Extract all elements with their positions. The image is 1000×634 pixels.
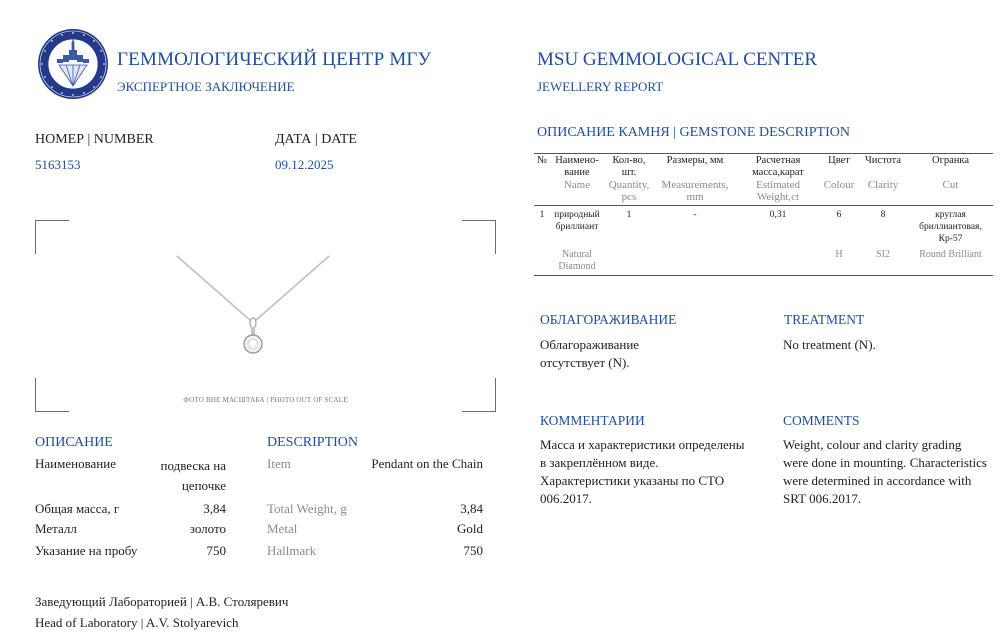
- col-number-en: [534, 179, 550, 206]
- cell-number: 1: [534, 206, 550, 246]
- cell-name-ru: природный бриллиант: [550, 206, 604, 246]
- hallmark-label-en: Hallmark: [267, 543, 317, 558]
- comments-heading-ru: КОММЕНТАРИИ: [540, 413, 645, 428]
- col-cut-en: Cut: [942, 179, 959, 191]
- photo-scale-note: ФОТО ВНЕ МАСШТАБА | PHOTO OUT OF SCALE: [183, 396, 348, 404]
- comments-text-en: Weight, colour and clarity grading were done in mounting. Characteristics were determined in accordance with SRT 006.2017.: [783, 437, 987, 506]
- center-title-en: MSU GEMMOLOGICAL CENTER: [537, 49, 818, 70]
- signature-ru: Заведующий Лабораторией | А.В. Столяревич: [35, 594, 289, 609]
- col-measurements-ru: Размеры, мм: [654, 154, 736, 180]
- col-cut-ru: Огранка: [908, 154, 993, 180]
- photo-frame-corner-top-right: [462, 220, 496, 254]
- weight-label-ru: Общая масса, г: [35, 501, 120, 516]
- treatment-heading-ru: ОБЛАГОРАЖИВАНИЕ: [540, 312, 677, 327]
- col-colour-ru: Цвет: [820, 154, 858, 180]
- gemstone-row-en: [534, 245, 993, 276]
- item-value-en: Pendant on the Chain: [371, 456, 483, 471]
- hallmark-value-en: 750: [463, 543, 483, 558]
- gemstone-header-en: [534, 179, 993, 206]
- center-title-ru: ГЕММОЛОГИЧЕСКИЙ ЦЕНТР МГУ: [117, 49, 432, 70]
- photo-frame-corner-bottom-right: [462, 378, 496, 412]
- gemstone-table: [534, 153, 993, 276]
- col-weight-en: Estimated Weight,ct: [756, 179, 800, 203]
- treatment-heading-en: TREATMENT: [784, 312, 865, 327]
- col-number: №: [534, 154, 550, 180]
- treatment-text-ru: Облагораживание отсутствует (N).: [540, 337, 640, 370]
- col-colour-en: Colour: [823, 179, 855, 191]
- cell-measurements-en: [654, 245, 736, 276]
- signature-en: Head of Laboratory | A.V. Stolyarevich: [35, 615, 239, 630]
- photo-frame-corner-bottom-left: [35, 378, 69, 412]
- item-label-en: Item: [267, 456, 291, 471]
- cell-clarity-ru: 8: [858, 206, 908, 246]
- cell-weight-en: [736, 245, 820, 276]
- gemstone-row: [534, 206, 993, 246]
- gemstone-heading: ОПИСАНИЕ КАМНЯ | GEMSTONE DESCRIPTION: [537, 125, 850, 140]
- description-heading-ru: ОПИСАНИЕ: [35, 435, 113, 450]
- photo-frame-corner-top-left: [35, 220, 69, 254]
- hallmark-value-ru: 750: [206, 543, 226, 558]
- weight-value-en: 3,84: [460, 501, 483, 516]
- cell-colour-en: H: [820, 245, 858, 276]
- metal-label-en: Metal: [267, 521, 298, 536]
- pendant-photo: [170, 250, 335, 360]
- col-weight-ru: Расчетная масса,карат: [736, 154, 820, 180]
- col-measurements-en: Measurements, mm: [661, 179, 729, 203]
- msu-logo-emblem: [37, 28, 109, 100]
- cell-quantity-en: [604, 245, 654, 276]
- col-quantity-ru: Кол-во, шт.: [604, 154, 654, 180]
- hallmark-label-ru: Указание на пробу: [35, 543, 138, 558]
- report-date-label: ДАТА | DATE: [275, 132, 357, 147]
- metal-label-ru: Металл: [35, 521, 77, 536]
- comments-heading-en: COMMENTS: [783, 413, 860, 428]
- cell-weight: 0,31: [736, 206, 820, 246]
- cell-measurements: -: [654, 206, 736, 246]
- cell-name-en: Natural Diamond: [550, 245, 604, 276]
- report-date-value: 09.12.2025: [275, 157, 334, 172]
- report-type-en: JEWELLERY REPORT: [537, 79, 664, 94]
- cell-quantity: 1: [604, 206, 654, 246]
- treatment-text-en: No treatment (N).: [783, 337, 876, 352]
- description-heading-en: DESCRIPTION: [267, 435, 359, 450]
- comments-text-ru: Масса и характеристики определены в закреплённом виде. Характеристики указаны по СТО 006.2017.: [540, 437, 745, 506]
- item-label-ru: Наименование: [35, 456, 116, 471]
- cell-number-en: [534, 245, 550, 276]
- col-quantity-en: Quantity, pcs: [608, 179, 650, 203]
- cell-colour-ru: 6: [820, 206, 858, 246]
- cell-cut-ru: круглая бриллиантовая, Кр-57: [908, 206, 993, 246]
- item-value-ru: подвеска на цепочке: [160, 458, 226, 493]
- cell-clarity-en: SI2: [858, 245, 908, 276]
- report-number-value: 5163153: [35, 157, 81, 172]
- metal-value-en: Gold: [457, 521, 483, 536]
- report-number-label: НОМЕР | NUMBER: [35, 132, 154, 147]
- weight-value-ru: 3,84: [203, 501, 226, 516]
- col-clarity-ru: Чистота: [858, 154, 908, 180]
- col-name-en: Name: [563, 179, 591, 191]
- report-type-ru: ЭКСПЕРТНОЕ ЗАКЛЮЧЕНИЕ: [117, 79, 295, 94]
- gemstone-header-ru: [534, 154, 993, 180]
- metal-value-ru: золото: [189, 521, 226, 536]
- col-clarity-en: Clarity: [867, 179, 899, 191]
- weight-label-en: Total Weight, g: [267, 501, 347, 516]
- cell-cut-en: Round Brilliant: [908, 245, 993, 276]
- col-name-ru: Наимено-вание: [550, 154, 604, 180]
